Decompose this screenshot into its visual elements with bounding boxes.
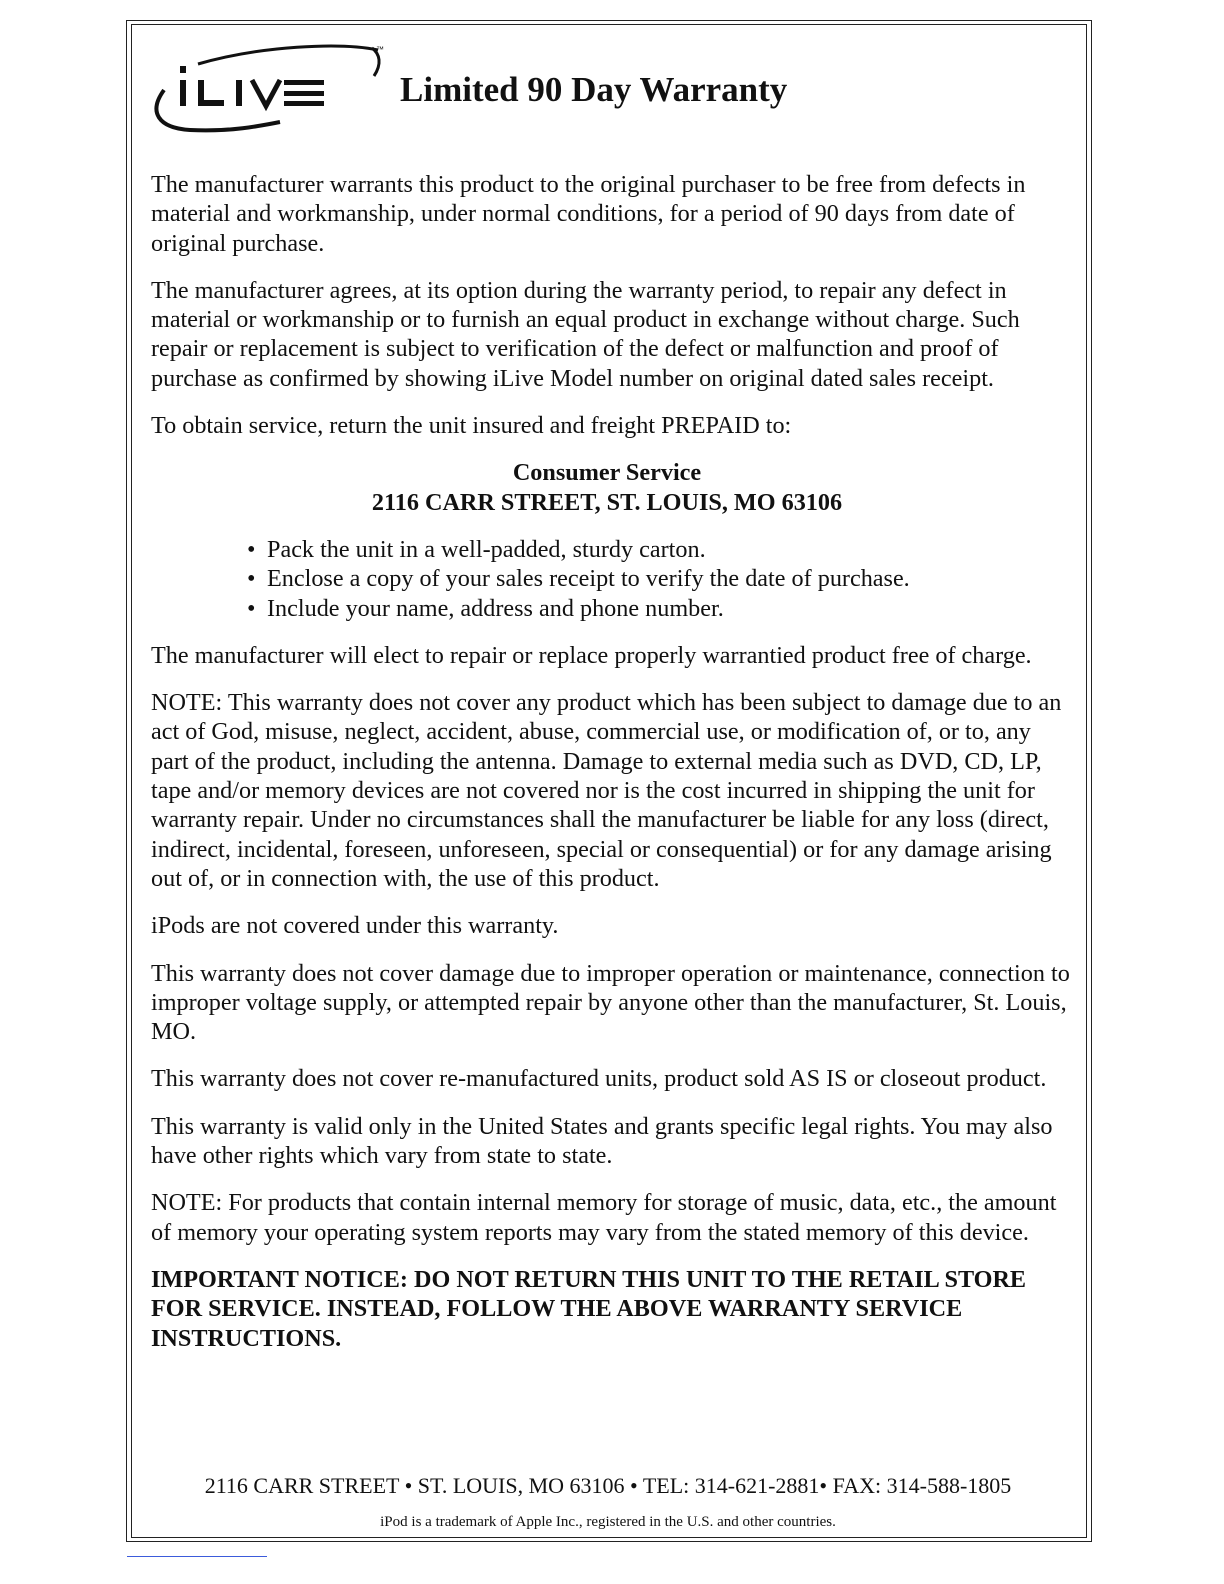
paragraph-repair-terms: The manufacturer agrees, at its option during the warranty period, to repair any defect in material or workmanship or to furnish an equal product in exchange without charge. Such repair or replacement is subject to verification of the defect or malfunction and proof of purchase as confirmed by showing iLive Model number on original dated sales receipt. (151, 276, 1020, 392)
paragraph-ipods: iPods are not covered under this warranty. (151, 912, 559, 940)
ilive-logo (150, 42, 390, 142)
address-name: Consumer Service (512, 459, 702, 487)
paragraph-repair-replace: The manufacturer will elect to repair or replace properly warrantied product free of charge. (151, 641, 1032, 669)
paragraph-improper-operation: This warranty does not cover damage due to improper operation or maintenance, connection to improper voltage supply, or attempted repair by anyone other than the manufacturer, St. Louis, MO. (151, 959, 1070, 1046)
footer-contact: 2116 CARR STREET • ST. LOUIS, MO 63106 • TEL: 314-621-2881• FAX: 314-588-1805 (204, 1473, 1012, 1498)
important-notice: IMPORTANT NOTICE: DO NOT RETURN THIS UNIT TO THE RETAIL STORE FOR SERVICE. INSTEAD, FOLLOW THE ABOVE WARRANTY SERVICE INSTRUCTIONS. (151, 1265, 1027, 1352)
list-item: • Pack the unit in a well-padded, sturdy carton. (243, 535, 1071, 564)
page-title: Limited 90 Day Warranty (400, 70, 788, 109)
paragraph-coverage: The manufacturer warrants this product to the original purchaser to be free from defects in material and workmanship, under normal conditions, for a period of 90 days from date of original purchase. (151, 171, 1026, 257)
list-item: • Enclose a copy of your sales receipt to verify the date of purchase. (243, 564, 1071, 593)
address-line: 2116 CARR STREET, ST. LOUIS, MO 63106 (371, 488, 843, 516)
paragraph-memory-note: NOTE: For products that contain internal memory for storage of music, data, etc., the amount of memory your operating system reports may vary from the stated memory of this device. (151, 1189, 1057, 1246)
paragraph-legal-rights: This warranty is valid only in the United States and grants specific legal rights. You may also have other rights which vary from state to state. (151, 1112, 1053, 1170)
paragraph-exclusions-note: NOTE: This warranty does not cover any product which has been subject to damage due to an act of God, misuse, neglect, accident, abuse, commercial use, or modification of, or to, any part of the product, including the antenna. Damage to external media such as DVD, CD, LP, tape and/or memory devices are not covered nor is the cost incurred in shipping the unit for warranty repair. Under no circumstances shall the manufacturer be liable for any loss (direct, indirect, incidental, foreseen, unforeseen, special or consequential) or for any damage arising out of, or in connection with, the use of this product. (151, 689, 1062, 892)
footer-trademark-note: iPod is a trademark of Apple Inc., registered in the U.S. and other countries. (380, 1514, 836, 1530)
bottom-rule (127, 1556, 267, 1557)
service-address (151, 458, 1071, 517)
document-header (150, 42, 1050, 142)
shipping-instructions-list (151, 535, 1071, 623)
svg-text:™: ™ (376, 45, 384, 54)
paragraph-obtain-service: To obtain service, return the unit insured and freight PREPAID to: (151, 412, 792, 440)
warranty-body (151, 170, 1071, 1353)
paragraph-remanufactured: This warranty does not cover re-manufactured units, product sold AS IS or closeout product. (151, 1065, 1047, 1093)
list-item: • Include your name, address and phone number. (243, 594, 1071, 623)
